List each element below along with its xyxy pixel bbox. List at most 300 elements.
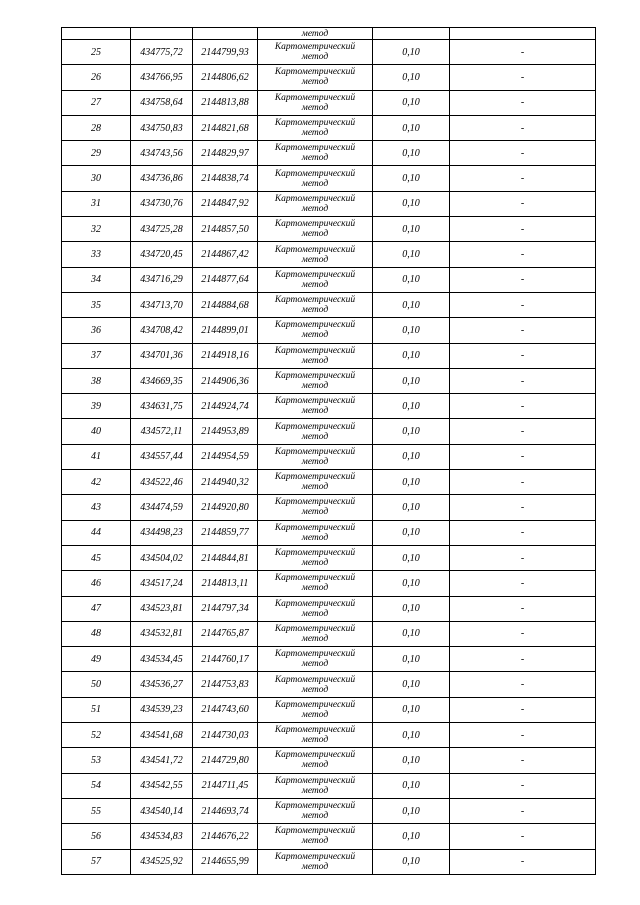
cell-method	[258, 217, 373, 242]
cell-method	[258, 470, 373, 495]
cell-accuracy: 0,10	[373, 596, 450, 621]
cell-y: 2144920,80	[193, 495, 258, 520]
cell-x: 434669,35	[131, 368, 193, 393]
cell-y: 2144676,22	[193, 824, 258, 849]
cell-accuracy	[373, 28, 450, 40]
table-row	[62, 621, 596, 646]
cell-y: 2144693,74	[193, 798, 258, 823]
cell-x: 434716,29	[131, 267, 193, 292]
cell-accuracy: 0,10	[373, 419, 450, 444]
method-line: Картометрический	[274, 143, 356, 154]
method-line: метод	[301, 608, 329, 619]
method-line: Картометрический	[274, 649, 356, 660]
cell-note: -	[450, 444, 596, 469]
cell-y: 2144806,62	[193, 65, 258, 90]
cell-x: 434766,95	[131, 65, 193, 90]
cell-y: 2144844,81	[193, 545, 258, 570]
method-line: Картометрический	[274, 826, 356, 837]
table-row	[62, 824, 596, 849]
cell-accuracy: 0,10	[373, 90, 450, 115]
cell-y: 2144655,99	[193, 849, 258, 874]
cell-x: 434572,11	[131, 419, 193, 444]
cell-y: 2144859,77	[193, 520, 258, 545]
cell-point-number: 31	[62, 191, 131, 216]
cell-accuracy: 0,10	[373, 798, 450, 823]
cell-note: -	[450, 621, 596, 646]
cell-accuracy: 0,10	[373, 394, 450, 419]
cell-method	[258, 343, 373, 368]
cell-y: 2144877,64	[193, 267, 258, 292]
cell-accuracy: 0,10	[373, 723, 450, 748]
method-line: метод	[301, 381, 329, 391]
cell-y: 2144765,87	[193, 621, 258, 646]
cell-method	[258, 697, 373, 722]
method-line: метод	[301, 355, 329, 366]
cell-accuracy: 0,10	[373, 292, 450, 317]
method-line: метод	[301, 633, 329, 644]
method-line: Картометрический	[274, 446, 356, 457]
cell-x: 434532,81	[131, 621, 193, 646]
cell-y: 2144813,11	[193, 571, 258, 596]
cell-y: 2144799,93	[193, 40, 258, 65]
cell-note: -	[450, 520, 596, 545]
table-row	[62, 672, 596, 697]
table-row	[62, 141, 596, 166]
table-row	[62, 849, 596, 874]
cell-accuracy: 0,10	[373, 368, 450, 393]
cell-x: 434504,02	[131, 545, 193, 570]
table-body	[62, 28, 596, 875]
cell-method	[258, 115, 373, 140]
cell-x: 434750,83	[131, 115, 193, 140]
cell-note: -	[450, 596, 596, 621]
cell-point-number: 35	[62, 292, 131, 317]
method-line: метод	[301, 406, 329, 417]
cell-accuracy: 0,10	[373, 40, 450, 65]
cell-point-number: 51	[62, 697, 131, 722]
cell-note: -	[450, 748, 596, 773]
cell-accuracy: 0,10	[373, 672, 450, 697]
table-row	[62, 470, 596, 495]
cell-accuracy: 0,10	[373, 343, 450, 368]
method-line: Картометрический	[274, 725, 356, 736]
cell-x: 434743,56	[131, 141, 193, 166]
table-row	[62, 90, 596, 115]
table-row	[62, 419, 596, 444]
cell-x: 434713,70	[131, 292, 193, 317]
method-line: Картометрический	[274, 295, 356, 306]
cell-method	[258, 723, 373, 748]
cell-method	[258, 545, 373, 570]
cell-x: 434540,14	[131, 798, 193, 823]
cell-point-number: 36	[62, 318, 131, 343]
method-line: метод	[301, 532, 329, 543]
method-line: Картометрический	[274, 522, 356, 533]
method-line: Картометрический	[274, 623, 356, 634]
cell-accuracy: 0,10	[373, 242, 450, 267]
method-line: Картометрический	[274, 674, 356, 685]
method-line: метод	[301, 760, 329, 771]
table-row	[62, 571, 596, 596]
method-line: Картометрический	[274, 598, 356, 609]
cell-point-number: 53	[62, 748, 131, 773]
cell-accuracy: 0,10	[373, 495, 450, 520]
cell-accuracy: 0,10	[373, 621, 450, 646]
cell-note: -	[450, 343, 596, 368]
method-line: метод	[301, 861, 329, 872]
cell-accuracy: 0,10	[373, 444, 450, 469]
table-row	[62, 748, 596, 773]
cell-x: 434542,55	[131, 773, 193, 798]
table-row	[62, 267, 596, 292]
method-line: метод	[301, 836, 329, 847]
cell-point-number: 29	[62, 141, 131, 166]
cell-x: 434541,72	[131, 748, 193, 773]
cell-note: -	[450, 824, 596, 849]
cell-point-number: 41	[62, 444, 131, 469]
method-line: Картометрический	[274, 472, 356, 483]
table-row	[62, 40, 596, 65]
cell-y: 2144918,16	[193, 343, 258, 368]
cell-note: -	[450, 65, 596, 90]
cell-method	[258, 419, 373, 444]
cell-point-number: 52	[62, 723, 131, 748]
cell-point-number: 40	[62, 419, 131, 444]
cell-accuracy: 0,10	[373, 115, 450, 140]
method-line: метод	[301, 153, 329, 164]
table-row	[62, 596, 596, 621]
method-line: Картометрический	[274, 345, 356, 356]
cell-method	[258, 495, 373, 520]
cell-y: 2144838,74	[193, 166, 258, 191]
method-line: метод	[301, 507, 329, 518]
cell-note: -	[450, 191, 596, 216]
cell-y: 2144711,45	[193, 773, 258, 798]
method-line: Картометрический	[274, 92, 356, 103]
table-row	[62, 166, 596, 191]
method-line: Картометрический	[274, 750, 356, 761]
cell-point-number: 57	[62, 849, 131, 874]
cell-method	[258, 520, 373, 545]
cell-x: 434525,92	[131, 849, 193, 874]
cell-y: 2144829,97	[193, 141, 258, 166]
cell-note: -	[450, 292, 596, 317]
cell-y: 2144847,92	[193, 191, 258, 216]
cell-y	[193, 28, 258, 40]
method-line: Картометрический	[274, 269, 356, 280]
cell-note: -	[450, 115, 596, 140]
method-line: метод	[301, 254, 329, 265]
cell-accuracy: 0,10	[373, 470, 450, 495]
method-line: Картометрический	[274, 573, 356, 584]
cell-y: 2144953,89	[193, 419, 258, 444]
table-row	[62, 65, 596, 90]
cell-method	[258, 90, 373, 115]
method-line: метод	[301, 558, 329, 569]
cell-y: 2144813,88	[193, 90, 258, 115]
cell-x: 434701,36	[131, 343, 193, 368]
cell-method	[258, 571, 373, 596]
cell-x: 434557,44	[131, 444, 193, 469]
cell-point-number: 33	[62, 242, 131, 267]
table-row	[62, 444, 596, 469]
cell-y: 2144857,50	[193, 217, 258, 242]
method-line: Картометрический	[274, 244, 356, 255]
cell-method	[258, 394, 373, 419]
cell-note: -	[450, 672, 596, 697]
cell-y: 2144899,01	[193, 318, 258, 343]
cell-method	[258, 647, 373, 672]
cell-note: -	[450, 647, 596, 672]
table-row	[62, 495, 596, 520]
method-line: метод	[301, 709, 329, 720]
method-line: метод	[301, 229, 329, 240]
cell-method	[258, 798, 373, 823]
table-row	[62, 647, 596, 672]
cell-method	[258, 318, 373, 343]
table-row	[62, 368, 596, 393]
cell-x: 434517,24	[131, 571, 193, 596]
cell-y: 2144940,32	[193, 470, 258, 495]
coordinates-table-page	[61, 27, 595, 875]
cell-point-number: 46	[62, 571, 131, 596]
table-row	[62, 191, 596, 216]
cell-note: -	[450, 394, 596, 419]
cell-note: -	[450, 773, 596, 798]
method-line: метод	[301, 583, 329, 594]
cell-method	[258, 621, 373, 646]
cell-x: 434522,46	[131, 470, 193, 495]
method-line: метод	[301, 431, 329, 442]
method-line: Картометрический	[274, 396, 356, 407]
cell-accuracy: 0,10	[373, 748, 450, 773]
cell-method	[258, 672, 373, 697]
cell-note: -	[450, 470, 596, 495]
cell-accuracy: 0,10	[373, 217, 450, 242]
cell-point-number: 26	[62, 65, 131, 90]
cell-x: 434534,83	[131, 824, 193, 849]
cell-y: 2144730,03	[193, 723, 258, 748]
table-row	[62, 773, 596, 798]
cell-method	[258, 773, 373, 798]
cell-accuracy: 0,10	[373, 141, 450, 166]
cell-accuracy: 0,10	[373, 571, 450, 596]
method-line: метод	[301, 456, 329, 467]
cell-point-number: 43	[62, 495, 131, 520]
cell-note: -	[450, 697, 596, 722]
cell-point-number: 55	[62, 798, 131, 823]
cell-point-number: 50	[62, 672, 131, 697]
cell-x: 434736,86	[131, 166, 193, 191]
cell-method	[258, 40, 373, 65]
cell-accuracy: 0,10	[373, 697, 450, 722]
cell-note: -	[450, 419, 596, 444]
method-line: метод	[301, 811, 329, 822]
cell-method	[258, 444, 373, 469]
table-row	[62, 318, 596, 343]
cell-point-number: 48	[62, 621, 131, 646]
method-line: Картометрический	[274, 371, 356, 381]
cell-method	[258, 191, 373, 216]
cell-y: 2144743,60	[193, 697, 258, 722]
table-row	[62, 115, 596, 140]
cell-note: -	[450, 798, 596, 823]
cell-point-number: 30	[62, 166, 131, 191]
cell-point-number: 37	[62, 343, 131, 368]
cell-point-number: 54	[62, 773, 131, 798]
cell-accuracy: 0,10	[373, 520, 450, 545]
cell-point-number: 27	[62, 90, 131, 115]
table-row	[62, 292, 596, 317]
cell-x: 434725,28	[131, 217, 193, 242]
cell-method	[258, 141, 373, 166]
table-row	[62, 343, 596, 368]
cell-x: 434534,45	[131, 647, 193, 672]
cell-note: -	[450, 368, 596, 393]
cell-accuracy: 0,10	[373, 318, 450, 343]
table-row	[62, 723, 596, 748]
method-line: Картометрический	[274, 775, 356, 786]
cell-note: -	[450, 90, 596, 115]
table-row	[62, 394, 596, 419]
cell-point-number: 32	[62, 217, 131, 242]
cell-point-number	[62, 28, 131, 40]
cell-x: 434498,23	[131, 520, 193, 545]
method-line: метод	[301, 28, 329, 39]
method-line: Картометрический	[274, 699, 356, 710]
cell-y: 2144797,34	[193, 596, 258, 621]
cell-accuracy: 0,10	[373, 191, 450, 216]
cell-point-number: 49	[62, 647, 131, 672]
method-line: метод	[301, 305, 329, 316]
cell-x: 434720,45	[131, 242, 193, 267]
method-line: Картометрический	[274, 193, 356, 204]
method-line: метод	[301, 279, 329, 290]
table-row	[62, 520, 596, 545]
cell-point-number: 45	[62, 545, 131, 570]
method-line: метод	[301, 77, 329, 88]
method-line: метод	[301, 330, 329, 341]
method-line: Картометрический	[274, 421, 356, 432]
method-line: Картометрический	[274, 168, 356, 179]
cell-x: 434708,42	[131, 318, 193, 343]
cell-x: 434523,81	[131, 596, 193, 621]
cell-x: 434539,23	[131, 697, 193, 722]
cell-method	[258, 242, 373, 267]
method-line: Картометрический	[274, 67, 356, 78]
cell-note: -	[450, 166, 596, 191]
cell-x: 434758,64	[131, 90, 193, 115]
cell-method	[258, 596, 373, 621]
cell-note: -	[450, 267, 596, 292]
table-row	[62, 545, 596, 570]
cell-y: 2144821,68	[193, 115, 258, 140]
cell-y: 2144760,17	[193, 647, 258, 672]
cell-x: 434541,68	[131, 723, 193, 748]
cell-x: 434631,75	[131, 394, 193, 419]
method-line: Картометрический	[274, 42, 356, 53]
cell-y: 2144884,68	[193, 292, 258, 317]
cell-note: -	[450, 495, 596, 520]
cell-point-number: 25	[62, 40, 131, 65]
cell-accuracy: 0,10	[373, 824, 450, 849]
method-line: Картометрический	[274, 497, 356, 508]
cell-y: 2144753,83	[193, 672, 258, 697]
table-row	[62, 798, 596, 823]
cell-y: 2144729,80	[193, 748, 258, 773]
method-line: Картометрический	[274, 320, 356, 331]
cell-method	[258, 28, 373, 40]
cell-accuracy: 0,10	[373, 267, 450, 292]
method-line: метод	[301, 178, 329, 189]
coordinates-table	[61, 27, 596, 875]
method-line: метод	[301, 735, 329, 746]
cell-accuracy: 0,10	[373, 65, 450, 90]
cell-note: -	[450, 545, 596, 570]
table-row-continued	[62, 28, 596, 40]
cell-note: -	[450, 141, 596, 166]
method-line: Картометрический	[274, 801, 356, 812]
method-line: Картометрический	[274, 548, 356, 559]
cell-accuracy: 0,10	[373, 849, 450, 874]
cell-accuracy: 0,10	[373, 545, 450, 570]
cell-accuracy: 0,10	[373, 166, 450, 191]
cell-accuracy: 0,10	[373, 773, 450, 798]
cell-note: -	[450, 571, 596, 596]
cell-x: 434474,59	[131, 495, 193, 520]
cell-method	[258, 368, 373, 393]
cell-point-number: 39	[62, 394, 131, 419]
cell-note: -	[450, 849, 596, 874]
cell-y: 2144867,42	[193, 242, 258, 267]
cell-method	[258, 292, 373, 317]
method-line: метод	[301, 102, 329, 113]
table-row	[62, 697, 596, 722]
method-line: метод	[301, 684, 329, 695]
cell-point-number: 42	[62, 470, 131, 495]
cell-point-number: 44	[62, 520, 131, 545]
cell-note: -	[450, 217, 596, 242]
cell-method	[258, 65, 373, 90]
cell-accuracy: 0,10	[373, 647, 450, 672]
method-line: Картометрический	[274, 851, 356, 862]
cell-point-number: 47	[62, 596, 131, 621]
cell-method	[258, 748, 373, 773]
method-line: Картометрический	[274, 118, 356, 129]
cell-note: -	[450, 318, 596, 343]
cell-note: -	[450, 40, 596, 65]
cell-method	[258, 824, 373, 849]
cell-method	[258, 267, 373, 292]
method-line: метод	[301, 203, 329, 214]
table-row	[62, 217, 596, 242]
cell-x: 434536,27	[131, 672, 193, 697]
method-line: Картометрический	[274, 219, 356, 230]
cell-note: -	[450, 723, 596, 748]
method-line: метод	[301, 52, 329, 63]
cell-y: 2144906,36	[193, 368, 258, 393]
cell-y: 2144954,59	[193, 444, 258, 469]
cell-point-number: 34	[62, 267, 131, 292]
cell-y: 2144924,74	[193, 394, 258, 419]
cell-method	[258, 166, 373, 191]
method-line: метод	[301, 128, 329, 139]
method-line: метод	[301, 785, 329, 796]
cell-x: 434730,76	[131, 191, 193, 216]
method-line: метод	[301, 482, 329, 493]
cell-point-number: 56	[62, 824, 131, 849]
cell-point-number: 38	[62, 368, 131, 393]
